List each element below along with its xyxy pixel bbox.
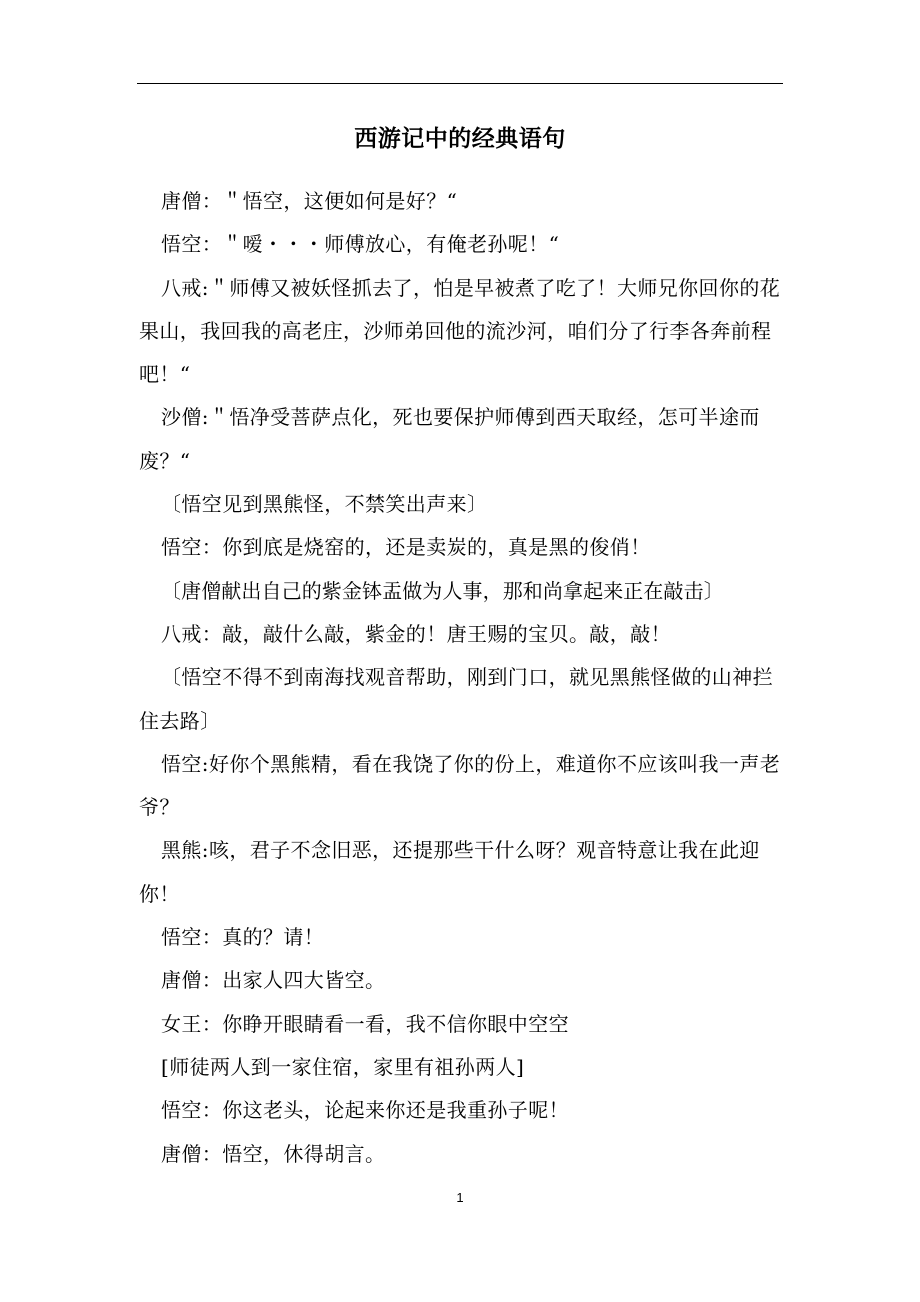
document-title: 西游记中的经典语句 [354,125,566,152]
paragraph: 八戒：敲，敲什么敲，紫金的！唐王赐的宝贝。敲，敲！ [161,621,671,646]
paragraph: [师徒两人到一家住宿，家里有祖孙两人] [161,1054,525,1079]
paragraph: 黑熊:咳，君子不念旧恶，还提那些干什么呀？观音特意让我在此迎你！ [139,838,760,906]
paragraph: 八戒:＂师傅又被妖怪抓去了，怕是早被煮了吃了！大师兄你回你的花果山，我回我的高老庄，沙师弟回他的流沙河，咱们分了行李各奔前程吧！“ [139,275,781,387]
paragraph: 唐僧：＂悟空，这便如何是好？“ [161,189,458,213]
header-rule [137,83,783,84]
paragraph: 悟空：＂嗳・・・师傅放心，有俺老孙呢！“ [161,232,560,257]
paragraph: 悟空:好你个黑熊精，看在我饶了你的份上，难道你不应该叫我一声老爷？ [139,751,781,820]
paragraph: 〔悟空见到黑熊怪，不禁笑出声来〕 [161,492,488,517]
document-body [139,180,784,1176]
paragraph: 悟空：真的？请！ [161,925,325,950]
page-number: 1 [456,1190,464,1205]
paragraph: 〔悟空不得不到南海找观音帮助，刚到门口，就见黑熊怪做的山神拦住去路〕 [139,665,773,733]
paragraph: 悟空：你这老头，论起来你还是我重孙子呢！ [161,1098,569,1123]
paragraph: 沙僧:＂悟净受菩萨点化，死也要保护师傅到西天取经，怎可半途而废？“ [139,405,760,473]
paragraph: 唐僧：出家人四大皆空。 [161,968,386,993]
paragraph: 女王：你睁开眼睛看一看，我不信你眼中空空 [161,1011,569,1036]
paragraph: 悟空：你到底是烧窑的，还是卖炭的，真是黑的俊俏！ [161,535,651,560]
paragraph: 〔唐僧献出自己的紫金钵盂做为人事，那和尚拿起来正在敲击〕 [161,578,724,603]
paragraph: 唐僧：悟空，休得胡言。 [161,1141,386,1166]
